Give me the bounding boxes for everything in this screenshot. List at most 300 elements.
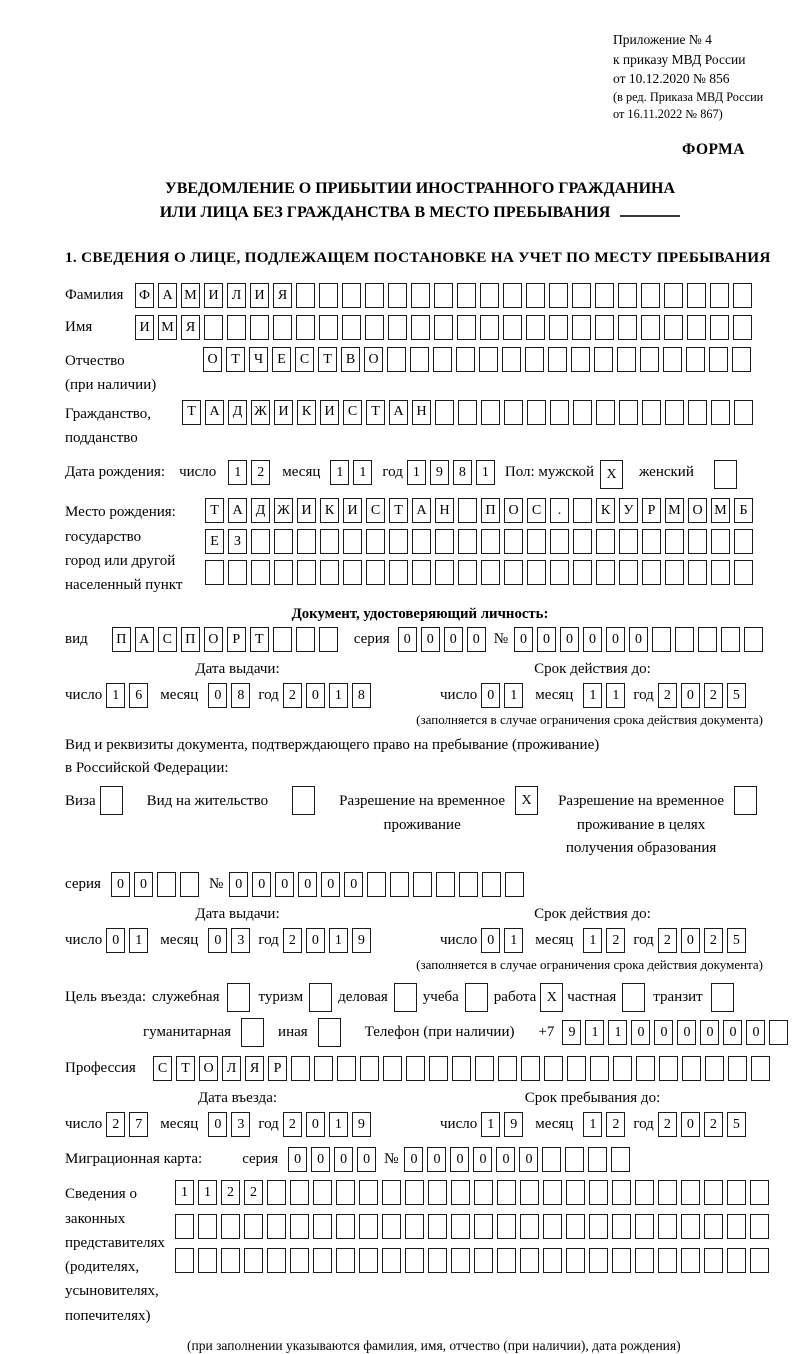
char-cell[interactable] <box>198 1214 217 1239</box>
char-cell[interactable] <box>405 1248 424 1273</box>
char-cell[interactable] <box>617 347 636 372</box>
char-cell[interactable] <box>343 529 362 554</box>
char-cell[interactable]: 1 <box>608 1020 627 1045</box>
char-cell[interactable] <box>642 560 661 585</box>
char-cell[interactable] <box>480 315 499 340</box>
char-cell[interactable]: О <box>688 498 707 523</box>
char-cell[interactable] <box>595 283 614 308</box>
char-cell[interactable]: 2 <box>244 1180 263 1205</box>
char-cell[interactable] <box>744 627 763 652</box>
char-cell[interactable] <box>313 1248 332 1273</box>
char-cell[interactable] <box>479 347 498 372</box>
char-cell[interactable] <box>244 1248 263 1273</box>
char-cell[interactable]: 1 <box>353 460 372 485</box>
char-cell[interactable]: А <box>412 498 431 523</box>
char-cell[interactable]: К <box>596 498 615 523</box>
char-cell[interactable]: 0 <box>306 1112 325 1137</box>
char-cell[interactable] <box>366 529 385 554</box>
char-cell[interactable] <box>710 315 729 340</box>
char-cell[interactable] <box>572 283 591 308</box>
char-cell[interactable]: 1 <box>481 1112 500 1137</box>
char-cell[interactable]: 1 <box>129 928 148 953</box>
char-cell[interactable]: Р <box>268 1056 287 1081</box>
char-cell[interactable] <box>296 315 315 340</box>
char-cell[interactable] <box>481 529 500 554</box>
char-cell[interactable] <box>612 1180 631 1205</box>
char-cell[interactable] <box>336 1248 355 1273</box>
char-cell[interactable] <box>550 400 569 425</box>
char-cell[interactable]: 0 <box>252 872 271 897</box>
char-cell[interactable]: Р <box>642 498 661 523</box>
char-cell[interactable] <box>434 283 453 308</box>
char-cell[interactable]: Е <box>205 529 224 554</box>
char-cell[interactable]: О <box>199 1056 218 1081</box>
checkbox-cell[interactable] <box>227 983 250 1012</box>
char-cell[interactable] <box>544 1056 563 1081</box>
char-cell[interactable] <box>383 1056 402 1081</box>
char-cell[interactable]: П <box>481 498 500 523</box>
char-cell[interactable]: М <box>181 283 200 308</box>
char-cell[interactable]: К <box>297 400 316 425</box>
char-cell[interactable]: 1 <box>175 1180 194 1205</box>
char-cell[interactable]: 2 <box>606 1112 625 1137</box>
char-cell[interactable] <box>452 1056 471 1081</box>
char-cell[interactable] <box>413 872 432 897</box>
char-cell[interactable] <box>526 283 545 308</box>
char-cell[interactable] <box>732 347 751 372</box>
char-cell[interactable] <box>619 529 638 554</box>
char-cell[interactable]: Я <box>181 315 200 340</box>
char-cell[interactable] <box>451 1180 470 1205</box>
char-cell[interactable]: А <box>135 627 154 652</box>
char-cell[interactable] <box>572 315 591 340</box>
char-cell[interactable]: 0 <box>134 872 153 897</box>
char-cell[interactable]: К <box>320 498 339 523</box>
char-cell[interactable]: 0 <box>606 627 625 652</box>
char-cell[interactable] <box>291 1056 310 1081</box>
char-cell[interactable] <box>550 529 569 554</box>
char-cell[interactable] <box>550 560 569 585</box>
char-cell[interactable] <box>227 315 246 340</box>
char-cell[interactable] <box>681 1248 700 1273</box>
char-cell[interactable] <box>521 1056 540 1081</box>
char-cell[interactable] <box>296 627 315 652</box>
char-cell[interactable]: 0 <box>654 1020 673 1045</box>
char-cell[interactable]: 8 <box>453 460 472 485</box>
char-cell[interactable] <box>704 1180 723 1205</box>
char-cell[interactable]: 2 <box>704 683 723 708</box>
char-cell[interactable]: 0 <box>677 1020 696 1045</box>
char-cell[interactable] <box>428 1248 447 1273</box>
char-cell[interactable] <box>342 315 361 340</box>
char-cell[interactable] <box>367 872 386 897</box>
char-cell[interactable] <box>567 1056 586 1081</box>
char-cell[interactable] <box>548 347 567 372</box>
char-cell[interactable] <box>273 315 292 340</box>
char-cell[interactable] <box>635 1180 654 1205</box>
char-cell[interactable]: Д <box>251 498 270 523</box>
char-cell[interactable] <box>704 1248 723 1273</box>
char-cell[interactable]: И <box>343 498 362 523</box>
char-cell[interactable] <box>549 283 568 308</box>
char-cell[interactable]: 0 <box>275 872 294 897</box>
char-cell[interactable]: 0 <box>229 872 248 897</box>
char-cell[interactable] <box>503 315 522 340</box>
char-cell[interactable]: Б <box>734 498 753 523</box>
char-cell[interactable]: А <box>205 400 224 425</box>
char-cell[interactable] <box>458 498 477 523</box>
char-cell[interactable]: 1 <box>407 460 426 485</box>
char-cell[interactable]: 0 <box>357 1147 376 1172</box>
char-cell[interactable] <box>313 1214 332 1239</box>
char-cell[interactable]: Т <box>366 400 385 425</box>
char-cell[interactable]: 2 <box>658 1112 677 1137</box>
char-cell[interactable]: И <box>320 400 339 425</box>
checkbox-cell[interactable]: X <box>600 460 623 489</box>
char-cell[interactable]: Т <box>226 347 245 372</box>
char-cell[interactable]: Т <box>176 1056 195 1081</box>
char-cell[interactable] <box>566 1248 585 1273</box>
char-cell[interactable]: С <box>343 400 362 425</box>
char-cell[interactable] <box>565 1147 584 1172</box>
char-cell[interactable] <box>204 315 223 340</box>
char-cell[interactable] <box>365 283 384 308</box>
char-cell[interactable]: А <box>228 498 247 523</box>
char-cell[interactable] <box>751 1056 770 1081</box>
checkbox-cell[interactable] <box>318 1018 341 1047</box>
char-cell[interactable]: 0 <box>106 928 125 953</box>
char-cell[interactable] <box>267 1214 286 1239</box>
char-cell[interactable] <box>618 315 637 340</box>
char-cell[interactable]: Ж <box>251 400 270 425</box>
char-cell[interactable] <box>665 560 684 585</box>
char-cell[interactable] <box>435 529 454 554</box>
char-cell[interactable] <box>769 1020 788 1045</box>
char-cell[interactable] <box>590 1056 609 1081</box>
char-cell[interactable]: 7 <box>129 1112 148 1137</box>
char-cell[interactable] <box>594 347 613 372</box>
checkbox-cell[interactable] <box>465 983 488 1012</box>
char-cell[interactable] <box>588 1147 607 1172</box>
char-cell[interactable]: И <box>204 283 223 308</box>
char-cell[interactable]: М <box>158 315 177 340</box>
char-cell[interactable] <box>504 400 523 425</box>
checkbox-cell[interactable] <box>711 983 734 1012</box>
char-cell[interactable] <box>474 1180 493 1205</box>
char-cell[interactable]: 2 <box>658 683 677 708</box>
char-cell[interactable] <box>221 1248 240 1273</box>
char-cell[interactable] <box>688 400 707 425</box>
char-cell[interactable] <box>688 529 707 554</box>
char-cell[interactable] <box>542 1147 561 1172</box>
char-cell[interactable] <box>619 560 638 585</box>
char-cell[interactable]: 1 <box>504 683 523 708</box>
char-cell[interactable] <box>497 1180 516 1205</box>
char-cell[interactable]: 1 <box>329 1112 348 1137</box>
char-cell[interactable]: 0 <box>344 872 363 897</box>
char-cell[interactable] <box>251 560 270 585</box>
char-cell[interactable]: 0 <box>746 1020 765 1045</box>
char-cell[interactable] <box>389 560 408 585</box>
char-cell[interactable]: Ж <box>274 498 293 523</box>
char-cell[interactable] <box>436 872 455 897</box>
char-cell[interactable] <box>382 1180 401 1205</box>
char-cell[interactable] <box>727 1180 746 1205</box>
char-cell[interactable] <box>290 1180 309 1205</box>
char-cell[interactable] <box>664 315 683 340</box>
char-cell[interactable] <box>482 872 501 897</box>
char-cell[interactable]: Т <box>205 498 224 523</box>
char-cell[interactable]: 0 <box>306 928 325 953</box>
char-cell[interactable]: 2 <box>606 928 625 953</box>
char-cell[interactable] <box>503 283 522 308</box>
char-cell[interactable] <box>198 1248 217 1273</box>
char-cell[interactable] <box>412 529 431 554</box>
char-cell[interactable] <box>458 560 477 585</box>
char-cell[interactable] <box>313 1180 332 1205</box>
char-cell[interactable] <box>319 627 338 652</box>
char-cell[interactable]: 0 <box>311 1147 330 1172</box>
char-cell[interactable]: 6 <box>129 683 148 708</box>
char-cell[interactable]: Д <box>228 400 247 425</box>
char-cell[interactable] <box>435 400 454 425</box>
char-cell[interactable] <box>596 529 615 554</box>
char-cell[interactable] <box>733 315 752 340</box>
char-cell[interactable] <box>175 1248 194 1273</box>
char-cell[interactable] <box>750 1248 769 1273</box>
char-cell[interactable] <box>406 1056 425 1081</box>
char-cell[interactable]: 9 <box>352 1112 371 1137</box>
char-cell[interactable] <box>267 1248 286 1273</box>
char-cell[interactable]: Я <box>273 283 292 308</box>
char-cell[interactable] <box>221 1214 240 1239</box>
char-cell[interactable]: Ч <box>249 347 268 372</box>
char-cell[interactable] <box>411 315 430 340</box>
char-cell[interactable] <box>573 529 592 554</box>
char-cell[interactable]: В <box>341 347 360 372</box>
char-cell[interactable]: 9 <box>504 1112 523 1137</box>
char-cell[interactable]: Т <box>389 498 408 523</box>
char-cell[interactable]: 3 <box>231 928 250 953</box>
char-cell[interactable] <box>589 1214 608 1239</box>
char-cell[interactable] <box>682 1056 701 1081</box>
char-cell[interactable] <box>274 529 293 554</box>
char-cell[interactable] <box>435 560 454 585</box>
char-cell[interactable]: Ф <box>135 283 154 308</box>
char-cell[interactable]: 0 <box>208 928 227 953</box>
char-cell[interactable] <box>595 315 614 340</box>
checkbox-cell[interactable]: X <box>540 983 563 1012</box>
char-cell[interactable] <box>573 560 592 585</box>
char-cell[interactable] <box>497 1214 516 1239</box>
char-cell[interactable] <box>681 1180 700 1205</box>
char-cell[interactable] <box>410 347 429 372</box>
char-cell[interactable]: 0 <box>560 627 579 652</box>
char-cell[interactable] <box>687 315 706 340</box>
char-cell[interactable]: М <box>711 498 730 523</box>
char-cell[interactable]: Я <box>245 1056 264 1081</box>
checkbox-cell[interactable] <box>309 983 332 1012</box>
char-cell[interactable]: Т <box>182 400 201 425</box>
char-cell[interactable] <box>382 1214 401 1239</box>
char-cell[interactable] <box>573 400 592 425</box>
char-cell[interactable] <box>711 529 730 554</box>
char-cell[interactable]: А <box>389 400 408 425</box>
char-cell[interactable]: У <box>619 498 638 523</box>
char-cell[interactable] <box>405 1180 424 1205</box>
char-cell[interactable] <box>596 400 615 425</box>
char-cell[interactable] <box>475 1056 494 1081</box>
char-cell[interactable] <box>721 627 740 652</box>
char-cell[interactable] <box>659 1056 678 1081</box>
char-cell[interactable] <box>498 1056 517 1081</box>
char-cell[interactable] <box>663 347 682 372</box>
char-cell[interactable] <box>543 1180 562 1205</box>
checkbox-cell[interactable] <box>734 786 757 815</box>
char-cell[interactable]: И <box>250 283 269 308</box>
char-cell[interactable]: 8 <box>352 683 371 708</box>
char-cell[interactable] <box>727 1248 746 1273</box>
char-cell[interactable] <box>750 1214 769 1239</box>
char-cell[interactable] <box>360 1056 379 1081</box>
char-cell[interactable] <box>180 872 199 897</box>
char-cell[interactable] <box>359 1248 378 1273</box>
char-cell[interactable] <box>336 1180 355 1205</box>
char-cell[interactable]: 1 <box>330 460 349 485</box>
char-cell[interactable] <box>297 560 316 585</box>
char-cell[interactable] <box>457 315 476 340</box>
char-cell[interactable] <box>480 283 499 308</box>
char-cell[interactable] <box>320 560 339 585</box>
char-cell[interactable] <box>750 1180 769 1205</box>
char-cell[interactable] <box>525 347 544 372</box>
char-cell[interactable]: 1 <box>198 1180 217 1205</box>
char-cell[interactable] <box>520 1248 539 1273</box>
char-cell[interactable]: Т <box>318 347 337 372</box>
char-cell[interactable]: 0 <box>421 627 440 652</box>
char-cell[interactable]: 1 <box>585 1020 604 1045</box>
char-cell[interactable]: 0 <box>583 627 602 652</box>
char-cell[interactable] <box>365 315 384 340</box>
char-cell[interactable]: Р <box>227 627 246 652</box>
char-cell[interactable]: 1 <box>606 683 625 708</box>
char-cell[interactable]: 3 <box>231 1112 250 1137</box>
char-cell[interactable] <box>566 1180 585 1205</box>
char-cell[interactable] <box>319 283 338 308</box>
char-cell[interactable]: 5 <box>727 1112 746 1137</box>
char-cell[interactable]: С <box>527 498 546 523</box>
char-cell[interactable]: С <box>158 627 177 652</box>
char-cell[interactable]: О <box>504 498 523 523</box>
char-cell[interactable] <box>734 560 753 585</box>
char-cell[interactable] <box>505 872 524 897</box>
char-cell[interactable]: 1 <box>583 1112 602 1137</box>
char-cell[interactable] <box>573 498 592 523</box>
char-cell[interactable] <box>382 1248 401 1273</box>
char-cell[interactable]: . <box>550 498 569 523</box>
checkbox-cell[interactable] <box>241 1018 264 1047</box>
char-cell[interactable] <box>290 1214 309 1239</box>
char-cell[interactable]: 0 <box>723 1020 742 1045</box>
char-cell[interactable] <box>549 315 568 340</box>
char-cell[interactable] <box>343 560 362 585</box>
char-cell[interactable] <box>589 1248 608 1273</box>
char-cell[interactable]: С <box>153 1056 172 1081</box>
char-cell[interactable] <box>733 283 752 308</box>
char-cell[interactable] <box>612 1214 631 1239</box>
char-cell[interactable]: 2 <box>221 1180 240 1205</box>
char-cell[interactable] <box>704 1214 723 1239</box>
char-cell[interactable]: С <box>295 347 314 372</box>
char-cell[interactable] <box>734 400 753 425</box>
char-cell[interactable]: 0 <box>681 683 700 708</box>
char-cell[interactable]: А <box>158 283 177 308</box>
char-cell[interactable]: С <box>366 498 385 523</box>
char-cell[interactable]: П <box>181 627 200 652</box>
char-cell[interactable] <box>428 1214 447 1239</box>
char-cell[interactable] <box>451 1214 470 1239</box>
char-cell[interactable]: 1 <box>476 460 495 485</box>
char-cell[interactable]: 0 <box>629 627 648 652</box>
char-cell[interactable] <box>458 529 477 554</box>
char-cell[interactable]: О <box>364 347 383 372</box>
char-cell[interactable]: 0 <box>450 1147 469 1172</box>
char-cell[interactable] <box>686 347 705 372</box>
checkbox-cell[interactable] <box>622 983 645 1012</box>
char-cell[interactable]: Н <box>435 498 454 523</box>
char-cell[interactable] <box>342 283 361 308</box>
checkbox-cell[interactable] <box>714 460 737 489</box>
char-cell[interactable]: 0 <box>481 683 500 708</box>
char-cell[interactable]: 1 <box>504 928 523 953</box>
char-cell[interactable]: 0 <box>306 683 325 708</box>
char-cell[interactable] <box>543 1248 562 1273</box>
char-cell[interactable] <box>228 560 247 585</box>
char-cell[interactable] <box>711 560 730 585</box>
char-cell[interactable] <box>157 872 176 897</box>
char-cell[interactable] <box>411 283 430 308</box>
char-cell[interactable] <box>459 872 478 897</box>
char-cell[interactable]: 0 <box>681 928 700 953</box>
char-cell[interactable]: 2 <box>704 928 723 953</box>
char-cell[interactable] <box>611 1147 630 1172</box>
char-cell[interactable] <box>388 315 407 340</box>
char-cell[interactable] <box>337 1056 356 1081</box>
char-cell[interactable]: 5 <box>727 928 746 953</box>
char-cell[interactable]: 1 <box>583 928 602 953</box>
char-cell[interactable] <box>665 529 684 554</box>
char-cell[interactable]: 0 <box>398 627 417 652</box>
char-cell[interactable] <box>709 347 728 372</box>
char-cell[interactable] <box>652 627 671 652</box>
char-cell[interactable]: 5 <box>727 683 746 708</box>
char-cell[interactable]: 0 <box>481 928 500 953</box>
char-cell[interactable]: 0 <box>321 872 340 897</box>
char-cell[interactable] <box>244 1214 263 1239</box>
char-cell[interactable] <box>640 347 659 372</box>
char-cell[interactable]: 2 <box>283 683 302 708</box>
char-cell[interactable]: 2 <box>106 1112 125 1137</box>
char-cell[interactable]: О <box>204 627 223 652</box>
char-cell[interactable] <box>596 560 615 585</box>
char-cell[interactable]: М <box>665 498 684 523</box>
char-cell[interactable] <box>497 1248 516 1273</box>
char-cell[interactable] <box>635 1248 654 1273</box>
char-cell[interactable] <box>619 400 638 425</box>
char-cell[interactable] <box>618 283 637 308</box>
char-cell[interactable] <box>314 1056 333 1081</box>
char-cell[interactable]: 0 <box>514 627 533 652</box>
